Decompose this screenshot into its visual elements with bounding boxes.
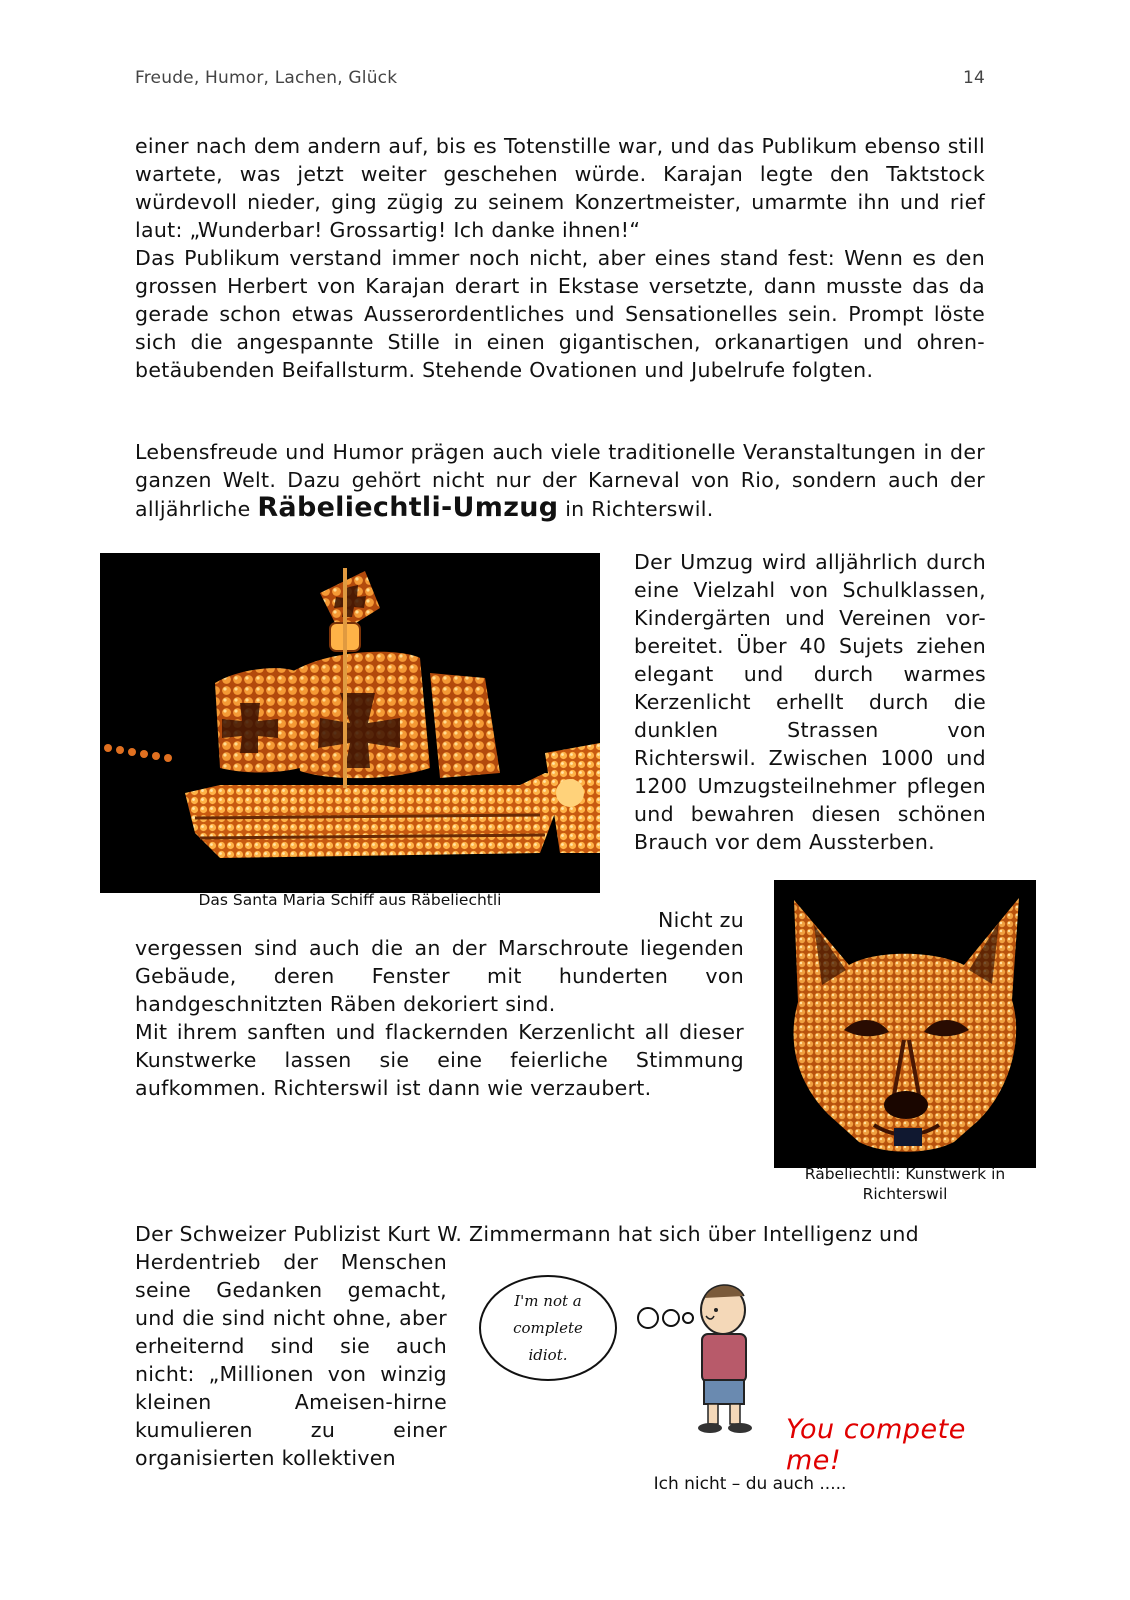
paragraph-buildings: vergessen sind auch die an der Marschroute liegenden Gebäude, deren Fenster mit hunderten von handgeschnitzten Räben dekoriert sind. bbox=[135, 936, 744, 1016]
page-number: 14 bbox=[962, 68, 985, 88]
fox-artwork-photo bbox=[774, 880, 1036, 1168]
fox-caption: Räbeliechtli: Kunstwerk in Richterswil bbox=[804, 1165, 1006, 1203]
paragraph-applause: Das Publikum verstand immer noch nicht, aber eines stand fest: Wenn es den grossen Herbert von Karajan derart in Ekstase versetzte, dann musste das da gerade schon etwas Ausserordentliches und Sensationelles sein. Prompt löste sich die angespannte Stille in einen gigantischen, orkanartigen und ohren-betäubenden Beifallsturm. Stehende Ovationen und Jubelrufe folgten. bbox=[135, 246, 985, 382]
ship-caption: Das Santa Maria Schiff aus Räbeliechtli bbox=[198, 891, 502, 909]
bubble-line-1: I'm not a bbox=[514, 1292, 582, 1310]
comic-response: You compete me! bbox=[786, 1414, 966, 1476]
paragraph-zimmermann: Herdentrieb der Menschen seine Gedanken gemacht, und die sind nicht ohne, aber erheiternd sind sie auch nicht: „Millionen von winzig kleinen Ameisen-hirne kumulieren zu einer organisierten kollektiven bbox=[135, 1250, 447, 1470]
santa-maria-ship-photo bbox=[100, 553, 600, 893]
header-title: Freude, Humor, Lachen, Glück bbox=[135, 68, 398, 88]
paragraph-traditions-start: Lebensfreude und Humor prägen auch viele traditionelle Veranstaltungen in der ganzen Welt. Dazu gehört nicht nur der Karneval von Rio, sondern auch der alljährliche bbox=[135, 440, 985, 521]
paragraph-traditions-end: in Richterswil. bbox=[558, 497, 714, 521]
comic-illustration bbox=[478, 1258, 768, 1438]
comic-speech-bubble bbox=[490, 1288, 606, 1369]
page-header bbox=[135, 68, 985, 90]
bubble-line-2: complete bbox=[513, 1319, 583, 1337]
comic-caption: Ich nicht – du auch ..... bbox=[653, 1474, 847, 1494]
bubble-line-3: idiot. bbox=[528, 1346, 568, 1364]
paragraph-karajan: einer nach dem andern auf, bis es Totenstille war, und das Publikum ebenso still wartete, was jetzt weiter geschehen würde. Karajan legte den Taktstock würdevoll nieder, ging zügig zu seinem Konzertmeister, umarmte ihn und rief laut: „Wunderbar! Grossartig! Ich danke ihnen!“ bbox=[135, 134, 985, 242]
paragraph-zimmermann-start: Der Schweizer Publizist Kurt W. Zimmermann hat sich über Intelligenz und bbox=[135, 1222, 919, 1246]
paragraph-traditions bbox=[135, 438, 985, 523]
highlight-raebeliechtli: Räbeliechtli-Umzug bbox=[257, 492, 559, 523]
paragraph-umzug: Der Umzug wird alljährlich durch eine Vielzahl von Schulklassen, Kindergärten und Vereinen vor-bereitet. Über 40 Sujets ziehen elegant und durch warmes Kerzenlicht erhellt durch die dunklen Strassen von Richterswil. Zwischen 1000 und 1200 Umzugsteilnehmer pflegen und bewahren diesen schönen Brauch vor dem Aussterben. bbox=[634, 550, 986, 854]
paragraph-buildings-start: Nicht zu bbox=[657, 908, 744, 932]
paragraph-candlelight: Mit ihrem sanften und flackernden Kerzenlicht all dieser Kunstwerke lassen sie eine feierliche Stimmung aufkommen. Richterswil ist dann wie verzaubert. bbox=[135, 1020, 744, 1100]
